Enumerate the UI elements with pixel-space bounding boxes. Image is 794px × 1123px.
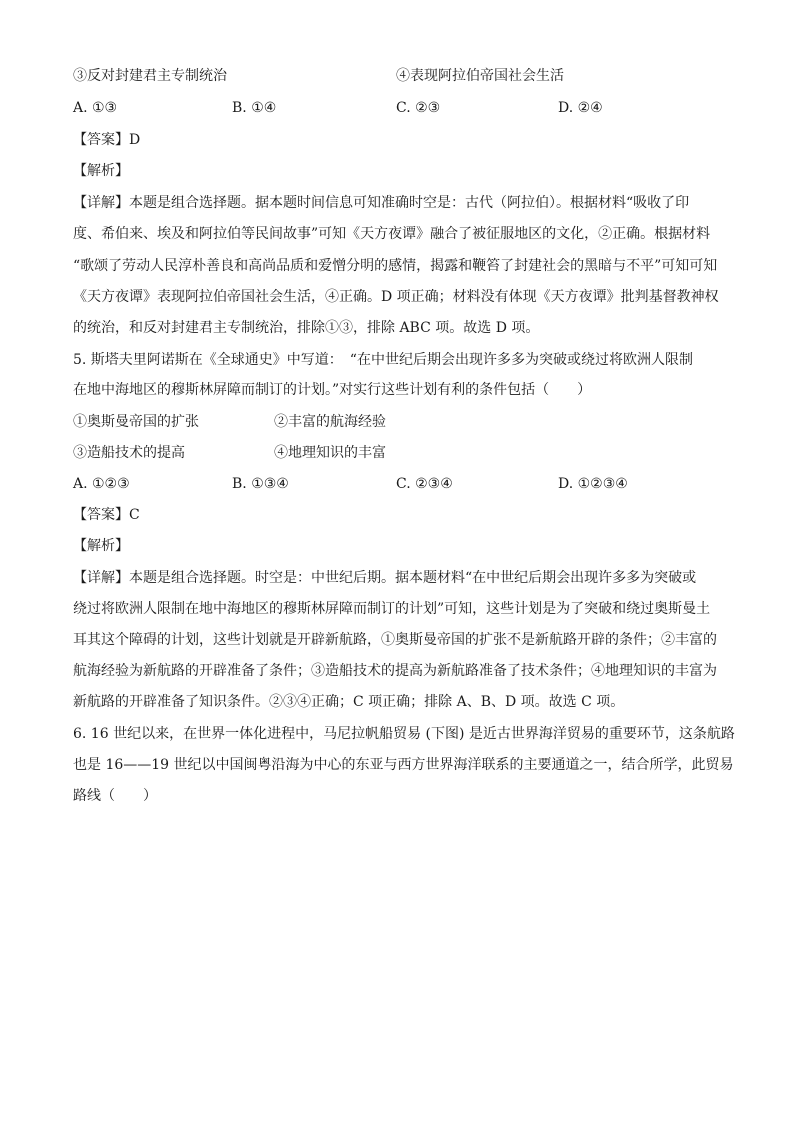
q5-item-3: ③造船技术的提高: [73, 445, 185, 461]
q4-analysis-label: 【解析】: [73, 163, 129, 179]
q5-detail-line: 航海经验为新航路的开辟准备了条件；③造船技术的提高为新航路准备了技术条件；④地理知识的丰富为: [73, 663, 717, 679]
q4-answer: 【答案】D: [73, 132, 141, 148]
q4-item-3: ③反对封建君主专制统治: [73, 68, 227, 84]
q5-item-2: ②丰富的航海经验: [274, 414, 386, 430]
q4-choice-d: D. ②④: [558, 100, 603, 116]
q6-stem-line: 也是 16——19 世纪以中国闽粤沿海为中心的东亚与西方世界海洋联系的主要通道之一，结合所学，此贸易: [73, 757, 734, 773]
q5-choice-a: A. ①②③: [73, 476, 130, 492]
q4-detail-line: 的统治，和反对封建君主专制统治，排除①③，排除 ABC 项。故选 D 项。: [73, 320, 540, 336]
q5-detail-line: 【详解】本题是组合选择题。时空是：中世纪后期。据本题材料“在中世纪后期会出现许多多为突破或: [73, 570, 697, 586]
q5-detail-line: 新航路的开辟准备了知识条件。②③④正确；C 项正确；排除 A、B、D 项。故选 C 项。: [73, 694, 625, 710]
q6-stem-line: 6. 16 世纪以来，在世界一体化进程中，马尼拉帆船贸易 (下图) 是近古世界海洋贸易的重要环节，这条航路: [73, 726, 735, 742]
q5-stem-line: 在地中海地区的穆斯林屏障而制订的计划。”对实行这些计划有利的条件包括（ ）: [73, 382, 592, 398]
q6-stem-line: 路线（ ）: [73, 788, 157, 804]
q4-detail-line: “歌颂了劳动人民淳朴善良和高尚品质和爱憎分明的感情，揭露和鞭笞了封建社会的黑暗与不平”可知可知: [73, 258, 718, 274]
q4-detail-line: 【详解】本题是组合选择题。据本题时间信息可知准确时空是：古代（阿拉伯）。根据材料“吸收了印: [73, 195, 690, 211]
q5-answer: 【答案】C: [73, 507, 140, 523]
q5-choice-b: B. ①③④: [232, 476, 289, 492]
q4-detail-line: 度、希伯来、埃及和阿拉伯等民间故事”可知《天方夜谭》融合了被征服地区的文化，②正确。根据材料: [73, 226, 711, 242]
q5-item-1: ①奥斯曼帝国的扩张: [73, 414, 199, 430]
q4-item-4: ④表现阿拉伯帝国社会生活: [396, 68, 564, 84]
q5-stem-line: 5. 斯塔夫里阿诺斯在《全球通史》中写道： “在中世纪后期会出现许多多为突破或绕过将欧洲人限制: [73, 352, 693, 368]
q4-choice-b: B. ①④: [232, 100, 277, 116]
q5-analysis-label: 【解析】: [73, 538, 129, 554]
q5-detail-line: 绕过将欧洲人限制在地中海地区的穆斯林屏障而制订的计划”可知，这些计划是为了突破和绕过奥斯曼土: [73, 601, 711, 617]
q4-choice-a: A. ①③: [73, 100, 118, 116]
q5-choice-d: D. ①②③④: [558, 476, 628, 492]
q5-choice-c: C. ②③④: [396, 476, 453, 492]
q4-choice-c: C. ②③: [396, 100, 441, 116]
q4-detail-line: 《天方夜谭》表现阿拉伯帝国社会生活，④正确。D 项正确；材料没有体现《天方夜谭》批判基督教神权: [73, 289, 719, 305]
q5-detail-line: 耳其这个障碍的计划，这些计划就是开辟新航路，①奥斯曼帝国的扩张不是新航路开辟的条件；②丰富的: [73, 632, 717, 648]
q5-item-4: ④地理知识的丰富: [274, 445, 386, 461]
